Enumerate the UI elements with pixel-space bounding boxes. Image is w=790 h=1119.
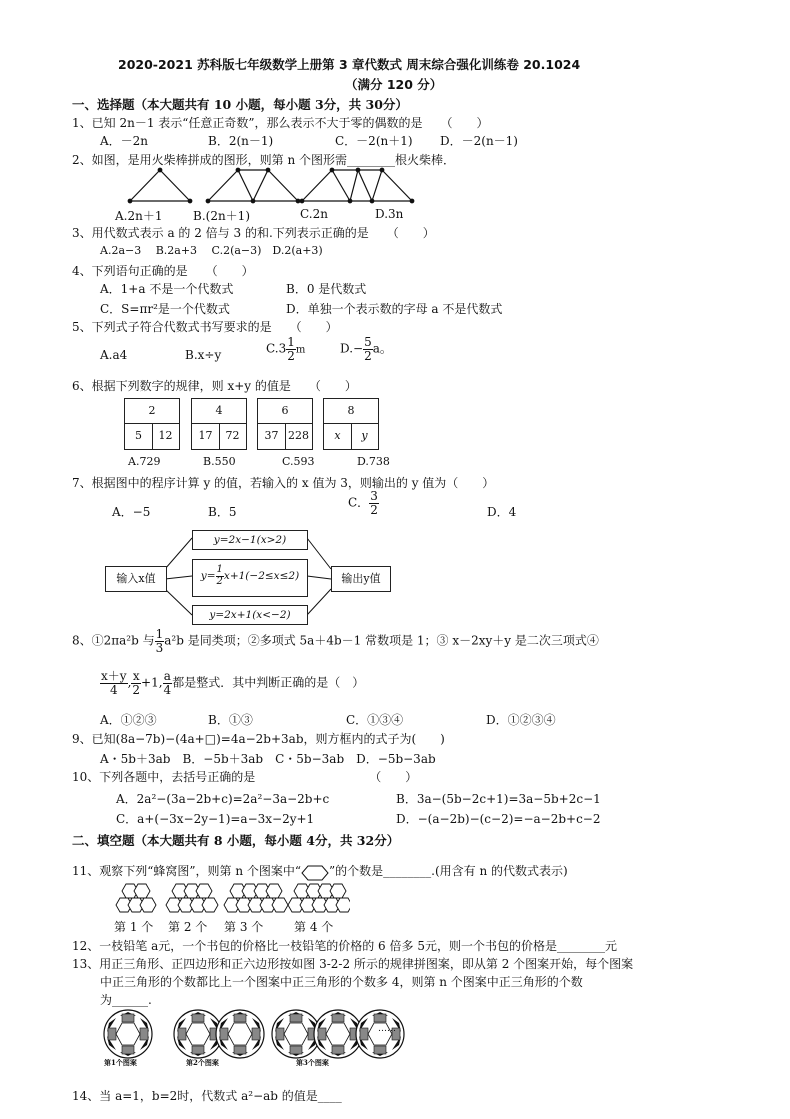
q10-stem: 10、下列各题中，去括号正确的是 （ ） <box>72 770 418 784</box>
q11-label-3: 第 3 个 <box>224 920 264 934</box>
q3-stem: 3、用代数式表示 a 的 2 倍与 3 的和.下列表示正确的是 （ ） <box>72 226 435 240</box>
q13-caption-2: 第2个图案 <box>186 1058 219 1067</box>
tile-patterns <box>100 1008 420 1068</box>
q8-option-b: B．①③ <box>208 713 253 727</box>
q5-option-c: C.3 $\frac{1}{2}$ m <box>266 335 306 363</box>
q2-option-b: B.(2n＋1) <box>193 209 250 223</box>
q7-formula-3: y=2x+1(x<−2) <box>192 605 308 625</box>
q13-line-2: 中正三角形的个数都比上一个图案中正三角形的个数多 4，则第 n 个图案中正三角形的个数 <box>100 975 583 989</box>
q7-option-d: D．4 <box>487 505 517 519</box>
q6-option-b: B.550 <box>203 455 236 468</box>
q12-stem: 12、一枝铅笔 a元，一个书包的价格比一枝铅笔的价格的 6 倍多 5元，则一个书包的价格是________元 <box>72 939 617 953</box>
hexagon-icon <box>301 865 329 879</box>
q4-option-b: B．0 是代数式 <box>286 282 367 296</box>
q7-formula-1: y=2x−1(x>2) <box>192 530 308 550</box>
q7-option-c: C． $\frac{3}{2}$ <box>348 489 378 517</box>
section-choice-heading: 一、选择题（本大题共有 10 小题，每小题 3分，共 30分） <box>72 97 408 112</box>
q5-option-b: B.x÷y <box>185 348 222 362</box>
q11-stem: 11、观察下列“蜂窝图”，则第 n 个图案中“ ”的个数是________.(用含有 n 的代数式表示) <box>72 864 568 878</box>
q4-option-d: D．单独一个表示数的字母 a 不是代数式 <box>286 302 503 316</box>
q11-label-1: 第 1 个 <box>114 920 154 934</box>
q7-option-a: A．−5 <box>112 505 151 519</box>
q4-stem: 4、下列语句正确的是 （ ） <box>72 264 254 278</box>
q6-option-d: D.738 <box>357 455 390 468</box>
q6-box-4: 8 x y <box>323 398 379 450</box>
q2-option-c: C.2n <box>300 207 328 221</box>
q1-option-b: B．2(n－1) <box>208 134 274 148</box>
q10-option-a: A．2a²−(3a−2b+c)=2a²−3a−2b+c <box>116 792 330 806</box>
page-subtitle: （满分 120 分） <box>345 77 443 92</box>
q13-line-1: 13、用正三角形、正四边形和正六边形按如图 3-2-2 所示的规律拼图案，即从第 2 个图案开始，每个图案 <box>72 957 634 971</box>
q1-option-c: C．－2(n＋1) <box>335 134 413 148</box>
q6-stem: 6、根据下列数字的规律，则 x+y 的值是 （ ） <box>72 379 357 393</box>
q13-caption-3: 第3个图案 <box>296 1058 329 1067</box>
q6-box-2: 4 17 72 <box>191 398 247 450</box>
q2-option-d: D.3n <box>375 207 404 221</box>
q1-option-d: D．－2(n－1) <box>440 134 518 148</box>
q10-option-d: D．−(a−2b)−(c−2)=−a−2b+c−2 <box>396 812 601 826</box>
q13-caption-1: 第1个图案 <box>104 1058 137 1067</box>
q4-option-c: C．S=πr²是一个代数式 <box>100 302 230 316</box>
q3-options: A.2a−3 B.2a+3 C.2(a−3) D.2(a+3) <box>100 244 323 257</box>
q10-option-b: B．3a−(5b−2c+1)=3a−5b+2c−1 <box>396 792 601 806</box>
honeycomb-figures <box>110 883 350 915</box>
q2-stem: 2、如图，是用火柴棒拼成的图形，则第 n 个图形需________根火柴棒． <box>72 153 455 167</box>
q6-box-3: 6 37 228 <box>257 398 313 450</box>
q5-option-d: D.− $\frac{5}{2}$ a。 <box>340 335 392 363</box>
q6-option-a: A.729 <box>128 455 161 468</box>
q7-formula-2: y= $\frac{1}{2}$ x+1(−2≤x≤2) <box>192 559 308 597</box>
q1-stem: 1、已知 2n－1 表示“任意正奇数”，那么表示不大于零的偶数的是 （ ） <box>72 116 489 130</box>
section-fill-heading: 二、填空题（本大题共有 8 小题，每小题 4分，共 32分） <box>72 833 400 848</box>
page-title: 2020-2021 苏科版七年级数学上册第 3 章代数式 周末综合强化训练卷 20.1024 <box>118 57 581 72</box>
q11-label-2: 第 2 个 <box>168 920 208 934</box>
q7-stem: 7、根据图中的程序计算 y 的值，若输入的 x 值为 3，则输出的 y 值为（ ） <box>72 476 495 490</box>
q11-label-4: 第 4 个 <box>294 920 334 934</box>
q4-option-a: A．1+a 不是一个代数式 <box>100 282 234 296</box>
q14-stem: 14、当 a=1，b=2时，代数式 a²−ab 的值是____ <box>72 1089 342 1103</box>
q7-output-box: 输出y值 <box>331 566 391 592</box>
q2-option-a: A.2n＋1 <box>115 209 163 223</box>
q9-stem: 9、已知(8a−7b)−(4a+□)=4a−2b+3ab，则方框内的式子为( ) <box>72 732 445 746</box>
q8-option-a: A．①②③ <box>100 713 157 727</box>
q7-option-b: B．5 <box>208 505 237 519</box>
q8-option-d: D．①②③④ <box>486 713 556 727</box>
q9-options: A・5b＋3ab B．−5b＋3ab C・5b−3ab D．−5b−3ab <box>100 752 436 766</box>
q10-option-c: C．a+(−3x−2y−1)=a−3x−2y+1 <box>116 812 315 826</box>
q6-option-c: C.593 <box>282 455 315 468</box>
q8-line-2: $\frac{x+y}{4}$ , $\frac{x}{2}$ +1, $\frac{a}{4}$ 都是整式．其中判断正确的是（ ） <box>101 669 365 697</box>
q8-option-c: C．①③④ <box>346 713 404 727</box>
q13-ellipsis: …… <box>378 1024 396 1034</box>
q8-line-1: 8、①2πa²b 与 $\frac{1}{3}$ a²b 是同类项；②多项式 5a＋4b－1 常数项是 1；③ x－2xy＋y 是二次三项式④ <box>72 627 599 655</box>
q7-input-box: 输入x值 <box>105 566 167 592</box>
q13-line-3: 为______. <box>100 993 152 1007</box>
q5-option-a: A.a4 <box>100 348 128 362</box>
matchstick-figures <box>110 165 430 205</box>
q5-stem: 5、下列式子符合代数式书写要求的是 （ ） <box>72 320 338 334</box>
q6-box-1: 2 5 12 <box>124 398 180 450</box>
q1-option-a: A．－2n <box>100 134 149 148</box>
